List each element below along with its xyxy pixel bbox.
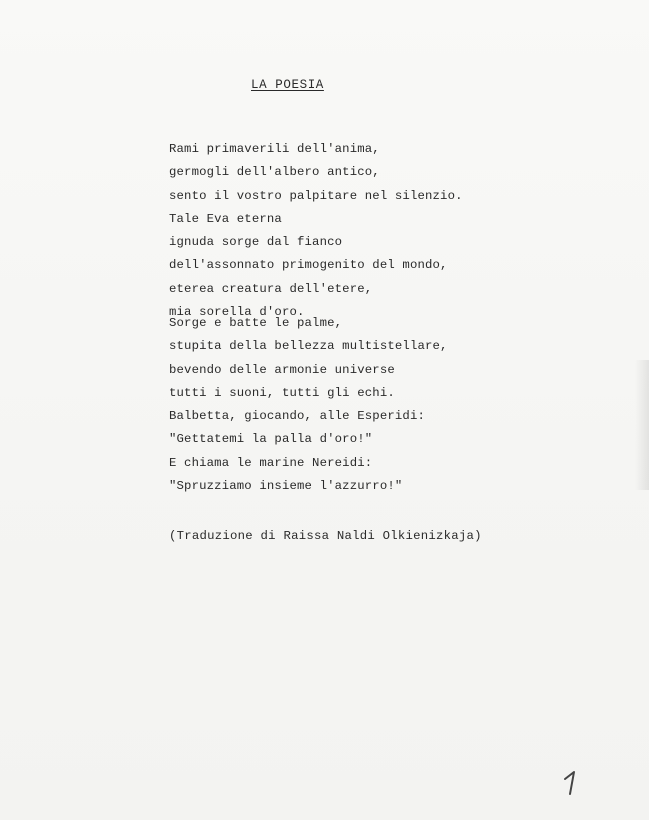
translation-credit: (Traduzione di Raissa Naldi Olkienizkaja) (169, 529, 482, 543)
poem-line: Tale Eva eterna (169, 211, 282, 226)
handwritten-page-number (556, 767, 586, 797)
stanza-1 (169, 138, 463, 324)
poem-line: stupita della bellezza multistellare, (169, 339, 448, 354)
poem-line: sento il vostro palpitare nel silenzio. (169, 188, 463, 203)
poem-line: ignuda sorge dal fianco (169, 235, 343, 250)
stanza-2 (169, 312, 448, 498)
poem-line: germogli dell'albero antico, (169, 165, 380, 180)
poem-line: "Gettatemi la palla d'oro!" (169, 432, 373, 447)
poem-line: Rami primaverili dell'anima, (169, 142, 380, 156)
pencil-stroke (565, 772, 574, 794)
poem-line: tutti i suoni, tutti gli echi. (169, 385, 395, 400)
poem-line: Sorge e batte le palme, (169, 316, 343, 330)
poem-line: E chiama le marine Nereidi: (169, 455, 373, 470)
poem-title: LA POESIA (251, 78, 324, 92)
poem-line: Balbetta, giocando, alle Esperidi: (169, 409, 425, 424)
poem-line: mia sorella d'oro. (169, 305, 305, 320)
poem-line: eterea creatura dell'etere, (169, 281, 373, 296)
poem-line: bevendo delle armonie universe (169, 362, 395, 377)
paper-edge-shadow (635, 360, 649, 490)
poem-line: dell'assonnato primogenito del mondo, (169, 258, 448, 273)
poem-line: "Spruzziamo insieme l'azzurro!" (169, 479, 403, 494)
